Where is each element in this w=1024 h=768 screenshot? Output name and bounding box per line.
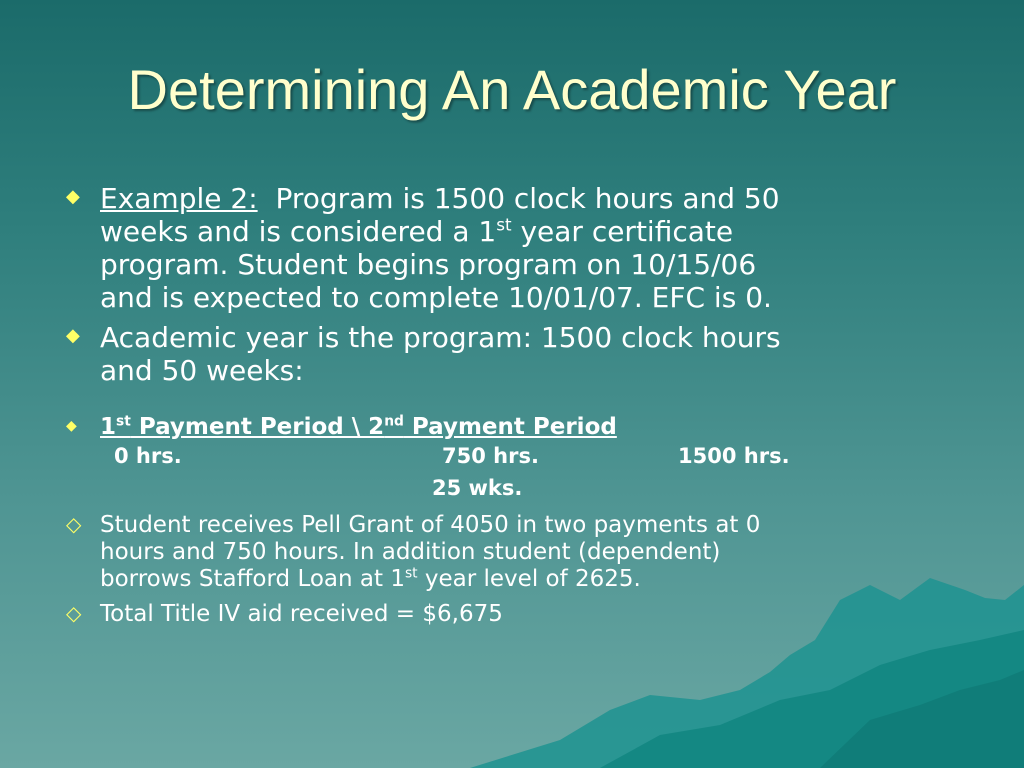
example-line2b: year certificate (511, 215, 734, 248)
hollow-diamond-bullet-icon: ◇ (66, 601, 82, 625)
bullet-example (60, 182, 980, 314)
diamond-bullet-icon: ◆ (66, 186, 80, 207)
payment-weeks-row (60, 476, 980, 508)
example-line4: and is expected to complete 10/01/07. EFC is 0. (100, 281, 772, 314)
academic-line1: Academic year is the program: 1500 clock hours (100, 321, 781, 354)
slide-title: Determining An Academic Year (127, 58, 897, 121)
payment-hours-row (60, 444, 980, 476)
academic-line2: and 50 weeks: (100, 354, 304, 387)
hours-1500: 1500 hrs. (678, 444, 790, 468)
bullet-pell-grant: ◇ Student receives Pell Grant of 4050 in two payments at 0 hours and 750 hours. In addition student (dependent) borrows Stafford Loan at 1st year level of 2625. (60, 512, 980, 593)
example-line2-sup: st (496, 214, 512, 235)
example-line1: Program is 1500 clock hours and 50 (275, 182, 780, 215)
diamond-bullet-icon: ◆ (66, 325, 80, 346)
pell-line2: hours and 750 hours. In addition student (dependent) (100, 539, 721, 565)
bullet-payment-period (60, 412, 980, 442)
bullet-total-aid (60, 601, 980, 628)
hours-750: 750 hrs. (442, 444, 539, 468)
bullet-academic-year (60, 321, 980, 387)
pell-line1: Student receives Pell Grant of 4050 in two payments at 0 (100, 512, 761, 538)
diamond-bullet-icon: ◆ (66, 418, 77, 434)
hours-0: 0 hrs. (114, 444, 182, 468)
slide-body (60, 182, 980, 628)
total-aid-text: Total Title IV aid received = $6,675 (100, 601, 503, 627)
hollow-diamond-bullet-icon: ◇ (66, 512, 82, 536)
example-label: Example 2: (100, 182, 258, 215)
pell-line3a: borrows Stafford Loan at 1 (100, 566, 405, 592)
payment-period-heading: 1st Payment Period \ 2nd Payment Period (100, 413, 617, 440)
example-line2a: weeks and is considered a 1 (100, 215, 497, 248)
weeks-25: 25 wks. (432, 476, 523, 500)
example-line3: program. Student begins program on 10/15/06 (100, 248, 757, 281)
pell-line3b: year level of 2625. (417, 566, 641, 592)
